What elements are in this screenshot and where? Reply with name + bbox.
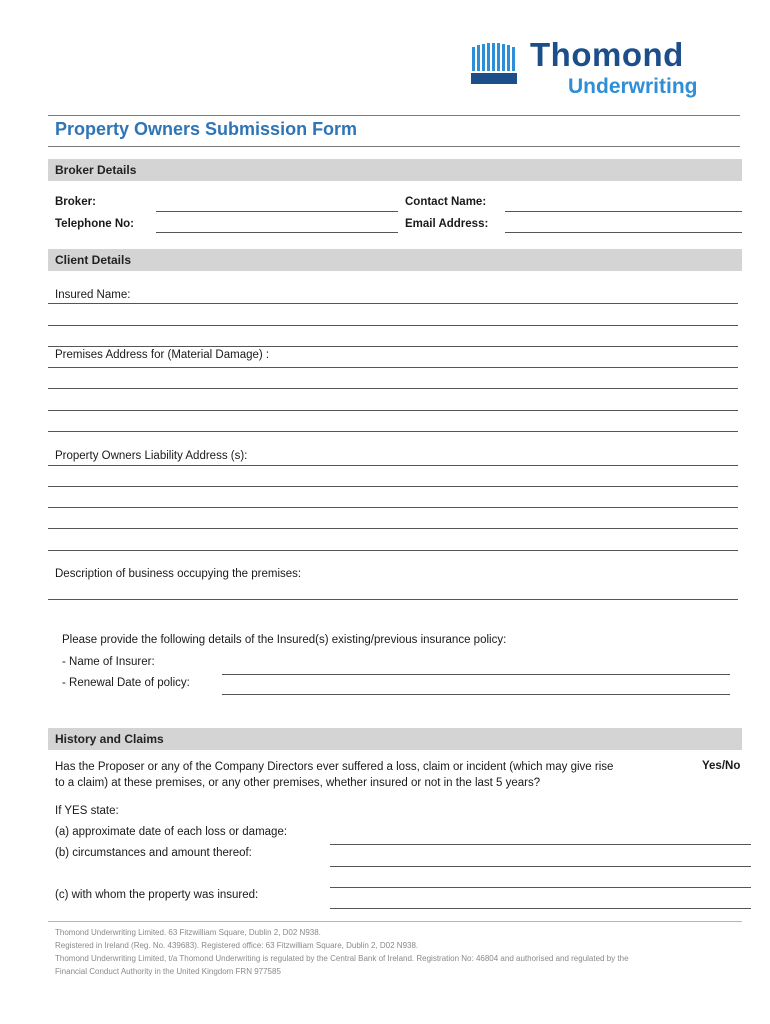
telephone-field[interactable] [156,232,398,233]
footer-text [55,926,755,978]
renewal-date-field[interactable] [222,694,730,695]
section-title: Client Details [55,253,132,267]
loss-date-label: (a) approximate date of each loss or damage: [55,826,288,838]
renewal-date-label: - Renewal Date of policy: [62,677,190,689]
footer-line: Thomond Underwriting Limited, t/a Thomond Underwriting is regulated by the Central Bank of Ireland. Registration No: 46804 and authorised and regulated by the [55,954,629,963]
insurance-details-intro: Please provide the following details of the Insured(s) existing/previous insurance policy: [62,634,507,646]
section-header-broker [48,159,742,181]
logo-wordmark: Thomond [530,36,684,73]
premises-address-field-2[interactable] [48,388,738,389]
loss-date-field[interactable] [330,844,751,845]
premises-address-field-3[interactable] [48,410,738,411]
footer-line: Thomond Underwriting Limited. 63 Fitzwilliam Square, Dublin 2, D02 N938. [55,928,321,937]
insured-name-field[interactable] [48,303,738,304]
header-divider [48,115,740,116]
if-yes-label: If YES state: [55,805,119,817]
yes-no-answer[interactable]: Yes/No [702,760,741,772]
liability-address-label: Property Owners Liability Address (s): [55,450,248,462]
broker-field[interactable] [156,211,398,212]
premises-address-field-4[interactable] [48,431,738,432]
claims-question-line: Has the Proposer or any of the Company Directors ever suffered a loss, claim or incident (which may give rise [55,761,614,773]
footer-line: Registered in Ireland (Reg. No. 439683). Registered office: 63 Fitzwilliam Square, Dublin 2, D02 N938. [55,941,419,950]
footer-divider [48,921,742,922]
liability-address-field-4[interactable] [48,528,738,529]
insured-name-field-2[interactable] [48,325,738,326]
business-description-label: Description of business occupying the premises: [55,568,302,580]
liability-address-field-5[interactable] [48,550,738,551]
liability-address-field[interactable] [48,465,738,466]
form-title: Property Owners Submission Form [55,119,358,139]
section-title: Broker Details [55,163,137,177]
telephone-label: Telephone No: [55,218,135,230]
section-header-client [48,249,742,271]
insurer-name-field[interactable] [222,674,730,675]
liability-address-field-3[interactable] [48,507,738,508]
logo-subtitle: Underwriting [568,75,698,98]
circumstances-field[interactable] [330,866,751,867]
insured-with-field[interactable] [330,908,751,909]
section-title: History and Claims [55,732,164,746]
circumstances-label: (b) circumstances and amount thereof: [55,847,252,859]
premises-address-label: Premises Address for (Material Damage) : [55,349,270,361]
liability-address-field-2[interactable] [48,486,738,487]
business-description-field[interactable] [48,599,738,600]
email-field[interactable] [505,232,742,233]
footer-line: Financial Conduct Authority in the United Kingdom FRN 977585 [55,967,281,976]
section-header-history [48,728,742,750]
company-logo-icon [470,43,520,85]
premises-address-field[interactable] [48,367,738,368]
insured-name-field-3[interactable] [48,346,738,347]
email-label: Email Address: [405,218,489,230]
claims-question [55,759,695,791]
claims-question-line: to a claim) at these premises, or any other premises, whether insured or not in the last 5 years? [55,777,541,789]
insured-with-label: (c) with whom the property was insured: [55,889,259,901]
circumstances-field-2[interactable] [330,887,751,888]
contact-name-field[interactable] [505,211,742,212]
insurer-name-label: - Name of Insurer: [62,656,155,668]
broker-label: Broker: [55,196,96,208]
contact-name-label: Contact Name: [405,196,487,208]
title-divider [48,146,740,147]
insured-name-label: Insured Name: [55,289,131,301]
